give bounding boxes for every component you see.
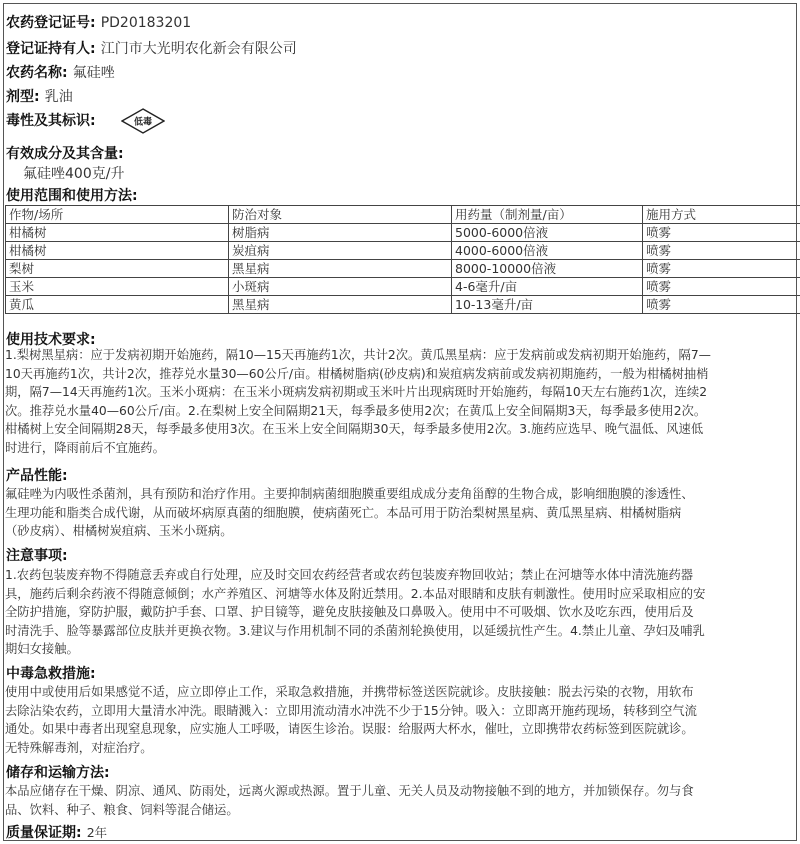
usage-title: 使用范围和使用方法: xyxy=(6,188,138,204)
cell-method: 喷雾 xyxy=(643,296,800,314)
shelf-life-value: 2年 xyxy=(86,825,108,840)
text-line: 生理功能和脂类合成代谢，从而破坏病原真菌的细胞膜，使病菌死亡。本品可用于防治梨树黑星病、黄瓜黑星病、柑橘树脂病 xyxy=(5,505,682,520)
holder-value: 江门市大光明农化新会有限公司 xyxy=(100,41,297,57)
cell-crop: 黄瓜 xyxy=(6,296,229,314)
text-line: 具，施药后剩余药液不得随意倾倒；水产养殖区、河塘等水体及附近禁用。2.本品对眼睛和皮肤有刺激性。使用时应采取相应的安 xyxy=(5,586,706,601)
holder-row xyxy=(6,38,794,58)
formulation-value: 乳油 xyxy=(44,89,73,105)
usage-table-header xyxy=(6,206,800,224)
ingredient-title: 有效成分及其含量: xyxy=(6,146,124,162)
ingredient-value: 氟硅唑400克/升 xyxy=(23,166,125,182)
toxicity-label: 毒性及其标识: xyxy=(6,113,96,129)
header-crop: 作物/场所 xyxy=(6,206,229,224)
cell-method: 喷雾 xyxy=(643,278,800,296)
table-row xyxy=(6,242,800,260)
cell-crop: 梨树 xyxy=(6,260,229,278)
header-target: 防治对象 xyxy=(229,206,452,224)
cell-crop: 玉米 xyxy=(6,278,229,296)
formulation-label: 剂型: xyxy=(6,89,40,105)
text-line: （砂皮病）、柑橘树炭疽病、玉米小斑病。 xyxy=(5,524,233,538)
table-row xyxy=(6,296,800,314)
text-line: 1.梨树黑星病：应于发病初期开始施药，隔10—15天再施药1次，共计2次。黄瓜黑星病：应于发病前或发病初期开始施药，隔7— xyxy=(5,348,711,362)
shelf-life-label: 质量保证期: xyxy=(6,825,82,841)
text-line: 使用中或使用后如果感觉不适，应立即停止工作，采取急救措施，并携带标签送医院就诊。皮肤接触：脱去污染的衣物，用软布 xyxy=(5,685,694,699)
table-row xyxy=(6,278,800,296)
text-line: 品、饮料、种子、粮食、饲料等混合储运。 xyxy=(5,802,239,817)
cell-method: 喷雾 xyxy=(643,260,800,278)
registration-number-value: PD20183201 xyxy=(100,15,192,31)
holder-label: 登记证持有人: xyxy=(6,41,96,57)
cautions-title: 注意事项: xyxy=(6,548,68,564)
table-row xyxy=(6,224,800,242)
text-line: 通处。如果中毒者出现窒息现象，应实施人工呼吸，请医生诊治。误服：给服两大杯水，催吐，立即携带农药标签到医院就诊。 xyxy=(5,722,694,736)
product-name-value: 氟硅唑 xyxy=(72,65,115,81)
text-line: 时进行，降雨前后不宜施药。 xyxy=(5,440,165,455)
text-line: 10天再施药1次，共计2次，推荐兑水量30—60公斤/亩。柑橘树脂病(砂皮病)和炭疽病发病前或发病初期施药，一般为柑橘树抽梢 xyxy=(5,366,709,381)
tech-requirements-title: 使用技术要求: xyxy=(6,332,96,348)
low-toxicity-badge-icon xyxy=(121,108,165,134)
cell-dosage: 10-13毫升/亩 xyxy=(452,296,643,314)
header-method: 施用方式 xyxy=(643,206,800,224)
table-row xyxy=(6,260,800,278)
text-line: 无特殊解毒剂，对症治疗。 xyxy=(5,740,153,755)
cell-target: 炭疽病 xyxy=(229,242,452,260)
cell-crop: 柑橘树 xyxy=(6,242,229,260)
storage-title: 储存和运输方法: xyxy=(6,765,110,781)
product-name-row xyxy=(6,62,794,82)
text-line: 次。推荐兑水量40—60公斤/亩。2.在梨树上安全间隔期21天，每季最多使用2次；在黄瓜上安全间隔期3天，每季最多使用2次。 xyxy=(5,403,707,418)
header-dosage: 用药量（制剂量/亩） xyxy=(452,206,643,224)
cell-target: 黑星病 xyxy=(229,260,452,278)
cell-target: 黑星病 xyxy=(229,296,452,314)
cell-method: 喷雾 xyxy=(643,242,800,260)
text-line: 去除沾染农药，立即用大量清水冲洗。眼睛溅入：立即用流动清水冲洗不少于15分钟。吸入：立即离开施药现场，转移到空气流 xyxy=(5,703,697,718)
cell-crop: 柑橘树 xyxy=(6,224,229,242)
tech-requirements-text xyxy=(5,346,795,457)
cell-dosage: 4000-6000倍液 xyxy=(452,242,643,260)
text-line: 全防护措施，穿防护服，戴防护手套、口罩、护目镜等，避免皮肤接触及口鼻吸入。使用中不可吸烟、饮水及吃东西，使用后及 xyxy=(5,605,694,619)
storage-text xyxy=(5,782,795,819)
usage-table xyxy=(5,205,800,314)
text-line: 氟硅唑为内吸性杀菌剂，具有预防和治疗作用。主要抑制病菌细胞膜重要组成成分麦角甾醇的生物合成，影响细胞膜的渗透性、 xyxy=(5,487,694,501)
first-aid-text xyxy=(5,683,795,757)
text-line: 柑橘树上安全间隔期28天，每季最多使用3次。在玉米上安全间隔期30天，每季最多使用2次。3.施药应选早、晚气温低、风速低 xyxy=(5,422,704,436)
text-line: 时清洗手、脸等暴露部位皮肤并更换衣物。3.建议与作用机制不同的杀菌剂轮换使用，以延缓抗性产生。4.禁止儿童、孕妇及哺乳 xyxy=(5,623,705,638)
cautions-text xyxy=(5,566,795,659)
cell-dosage: 4-6毫升/亩 xyxy=(452,278,643,296)
cell-dosage: 5000-6000倍液 xyxy=(452,224,643,242)
cell-dosage: 8000-10000倍液 xyxy=(452,260,643,278)
registration-number-row xyxy=(6,12,794,32)
registration-number-label: 农药登记证号: xyxy=(6,15,96,31)
performance-text xyxy=(5,485,795,541)
product-name-label: 农药名称: xyxy=(6,65,68,81)
text-line: 1.农药包装废弃物不得随意丢弃或自行处理，应及时交回农药经营者或农药包装废弃物回收站；禁止在河塘等水体中清洗施药器 xyxy=(5,568,694,582)
performance-title: 产品性能: xyxy=(6,468,68,484)
shelf-life-row xyxy=(6,822,794,842)
cell-method: 喷雾 xyxy=(643,224,800,242)
cell-target: 小斑病 xyxy=(229,278,452,296)
cell-target: 树脂病 xyxy=(229,224,452,242)
formulation-row xyxy=(6,86,794,106)
badge-text: 低毒 xyxy=(133,117,153,128)
first-aid-title: 中毒急救措施: xyxy=(6,666,96,682)
text-line: 本品应储存在干燥、阴凉、通风、防雨处，远离火源或热源。置于儿童、无关人员及动物接触不到的地方，并加锁保存。勿与食 xyxy=(5,784,694,798)
text-line: 期妇女接触。 xyxy=(5,642,79,656)
text-line: 期，隔7—14天再施药1次。玉米小斑病：在玉米小斑病发病初期或玉米叶片出现病斑时开始施药，每隔10天左右施药1次，连续2 xyxy=(5,385,708,399)
